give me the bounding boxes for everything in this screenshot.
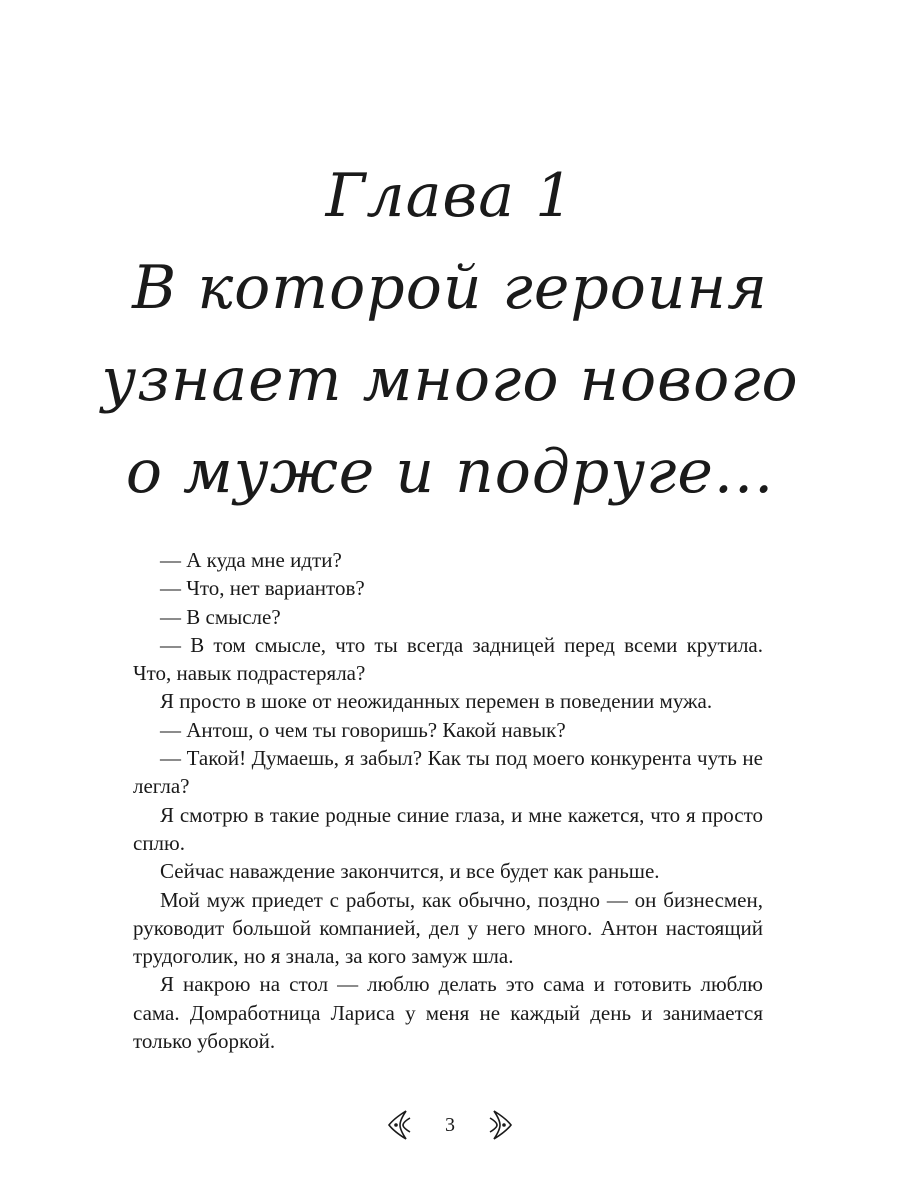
chapter-title-line-4: о муже и подруге... [125, 437, 775, 507]
paragraph: — В смысле? [160, 604, 281, 629]
chapter-title-line-3: узнает много нового [101, 345, 799, 415]
paragraph: Сейчас наваждение закончится, и все будет как раньше. [160, 859, 660, 884]
paragraph: — Что, нет вариантов? [160, 576, 365, 601]
body-text [133, 546, 763, 1055]
paragraph: — А куда мне идти? [160, 548, 342, 572]
chapter-title-line-1: Глава 1 [325, 161, 575, 231]
paragraph: Я смотрю в такие родные синие глаза, и мне кажется, что я просто сплю. [133, 802, 763, 855]
paragraph: Я просто в шоке от неожиданных перемен в поведении мужа. [160, 689, 713, 714]
ornament-left-icon [386, 1108, 412, 1142]
paragraph: Я накрою на стол — люблю делать это сама и готовить люблю сама. Домработница Лариса у меня не каждый день и занимается только уборкой. [133, 972, 763, 1054]
page-footer [0, 1105, 900, 1145]
chapter-heading [0, 150, 900, 518]
ornament-right-icon [488, 1108, 514, 1142]
paragraph: — В том смысле, что ты всегда задницей перед всеми крутила. Что, навык подрастеряла? [133, 632, 763, 686]
paragraph: — Антош, о чем ты говоришь? Какой навык? [160, 717, 566, 742]
paragraph: — Такой! Думаешь, я забыл? Как ты под моего конкурента чуть не легла? [133, 746, 763, 799]
page-number: 3 [445, 1113, 455, 1136]
paragraph: Мой муж приедет с работы, как обычно, поздно — он бизнесмен, руководит большой компанией, дел у него много. Антон настоящий трудоголик, но я знала, за кого замуж шла. [133, 887, 763, 969]
chapter-title-line-2: В которой героиня [132, 253, 768, 323]
